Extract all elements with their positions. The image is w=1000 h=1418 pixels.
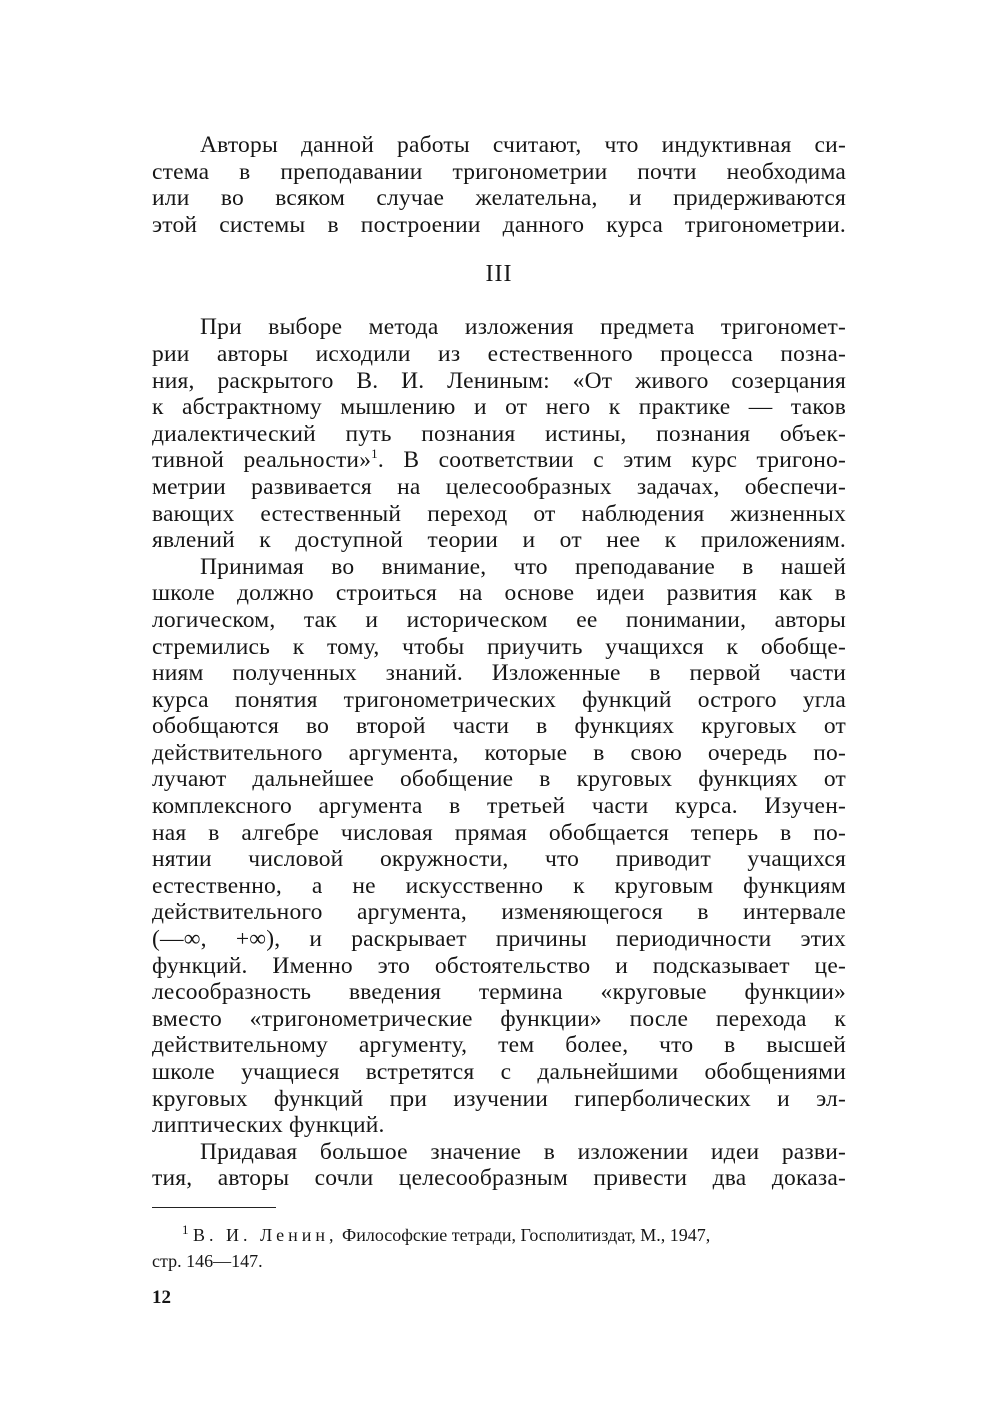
- text-segment: тивной реальности»: [152, 447, 372, 474]
- text-line: Придавая большое значение в изложении идеи разви-: [200, 1138, 846, 1165]
- footnote-line: стр. 146—147.: [152, 1251, 263, 1271]
- text-line-with-footnote: [152, 447, 846, 474]
- text-line: Принимая во внимание, что преподавание в нашей: [200, 553, 846, 580]
- text-line: обобщаются во второй части в функциях круговых от: [152, 713, 846, 740]
- text-line: диалектический путь познания истины, познания объек-: [152, 420, 846, 447]
- text-line: логическом, так и историческом ее понимании, авторы: [152, 606, 846, 633]
- text-line: вместо «тригонометрические функции» после перехода к: [152, 1005, 846, 1032]
- text-segment: . В соответствии с этим курс тригоно-: [377, 447, 846, 474]
- text-line: При выборе метода изложения предмета тригономет-: [200, 314, 846, 341]
- text-line: лучают дальнейшее обобщение в круговых функциях от: [152, 766, 846, 793]
- text-line: действительного аргумента, изменяющегося в интервале: [152, 899, 846, 926]
- text-line: действительному аргументу, тем более, что в высшей: [152, 1032, 846, 1059]
- text-line: рии авторы исходили из естественного процесса позна-: [152, 340, 846, 367]
- footnote-divider: [152, 1207, 276, 1208]
- text-line: лесообразность введения термина «круговые функции»: [152, 979, 846, 1006]
- text-line: вающих естественный переход от наблюдения жизненных: [152, 500, 846, 527]
- paragraph-1: [152, 132, 846, 238]
- text-line: или во всяком случае желательна, и придерживаются: [152, 185, 846, 212]
- text-line: явлений к доступной теории и от нее к приложениям.: [152, 527, 846, 554]
- text-line: этой системы в построении данного курса тригонометрии.: [152, 211, 846, 238]
- text-line: ния, раскрытого В. И. Лениным: «От живого созерцания: [152, 367, 846, 394]
- text-line: естественно, а не искусственно к круговым функциям: [152, 872, 846, 899]
- text-line: ниям полученных знаний. Изложенные в первой части: [152, 660, 846, 687]
- paragraph-2: [152, 314, 846, 553]
- text-line: стремились к тому, чтобы приучить учащихся к обобще-: [152, 633, 846, 660]
- paragraph-3: [152, 554, 846, 1139]
- paragraph-4: [152, 1139, 846, 1192]
- text-line: комплексного аргумента в третьей части курса. Изучен-: [152, 793, 846, 820]
- section-heading: III: [485, 261, 513, 288]
- text-line: курса понятия тригонометрических функций острого угла: [152, 686, 846, 713]
- footnote: [152, 1222, 846, 1274]
- footnote-author: В. И. Ленин,: [193, 1225, 338, 1245]
- text-line: стема в преподавании тригонометрии почти необходима: [152, 158, 846, 185]
- text-line: метрии развивается на целесообразных задачах, обеспечи-: [152, 473, 846, 500]
- text-line: школе должно строиться на основе идеи развития как в: [152, 580, 846, 607]
- text-line: Авторы данной работы считают, что индуктивная си-: [200, 132, 846, 158]
- text-line: к абстрактному мышлению и от него к практике — таков: [152, 394, 846, 421]
- page-number: 12: [152, 1287, 171, 1308]
- page-body: [152, 132, 846, 1192]
- text-line: ная в алгебре числовая прямая обобщается теперь в по-: [152, 819, 846, 846]
- text-line: тия, авторы сочли целесообразным привести два доказа-: [152, 1165, 846, 1192]
- footnote-marker: 1: [182, 1222, 189, 1237]
- text-line: круговых функций при изучении гиперболических и эл-: [152, 1085, 846, 1112]
- text-line: нятии числовой окружности, что приводит учащихся: [152, 846, 846, 873]
- text-line: функций. Именно это обстоятельство и подсказывает це-: [152, 952, 846, 979]
- text-line: (—∞, +∞), и раскрывает причины периодичности этих: [152, 926, 846, 953]
- footnote-reference[interactable]: 1: [371, 446, 378, 462]
- footnote-line: [152, 1222, 846, 1248]
- text-line: школе учащиеся встретятся с дальнейшими обобщениями: [152, 1059, 846, 1085]
- text-line: действительного аргумента, которые в свою очередь по-: [152, 739, 846, 766]
- text-line: липтических функций.: [152, 1112, 385, 1139]
- footnote-citation: Философские тетради, Госполитиздат, М., 1947,: [337, 1225, 711, 1245]
